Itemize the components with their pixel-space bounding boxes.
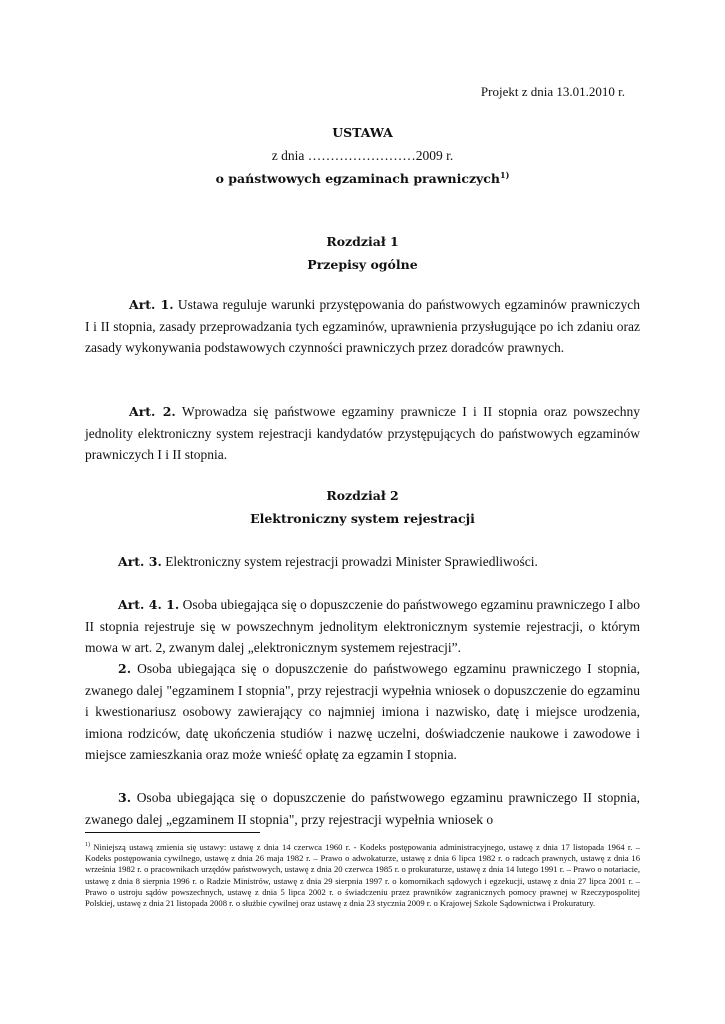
article-2-text: Wprowadza się państwowe egzaminy prawnicze I i II stopnia oraz powszechny jednolity elektroniczny system rejestracji kandydatów przystępujących do państwowych egzaminów prawniczych I i II stopnia. bbox=[85, 404, 640, 462]
act-subject bbox=[85, 170, 640, 186]
article-4-paragraph-1 bbox=[85, 594, 640, 659]
article-1 bbox=[85, 294, 640, 359]
footnote-separator bbox=[85, 832, 260, 833]
article-4-paragraph-2-label: 2. bbox=[118, 661, 132, 676]
chapter-2-name: Elektroniczny system rejestracji bbox=[250, 511, 475, 526]
article-2-label: Art. 2. bbox=[129, 404, 176, 419]
chapter-2-number: Rozdział 2 bbox=[326, 488, 399, 503]
article-1-label: Art. 1. bbox=[129, 297, 174, 312]
act-title: USTAWA bbox=[332, 125, 393, 140]
article-3-text: Elektroniczny system rejestracji prowadzi Minister Sprawiedliwości. bbox=[165, 554, 538, 569]
article-3-label: Art. 3. bbox=[118, 554, 162, 569]
act-date-line: z dnia ……………………2009 r. bbox=[271, 148, 454, 163]
article-4-paragraph-2-text: Osoba ubiegająca się o dopuszczenie do państwowego egzaminu prawniczego I stopnia, zwanego dalej "egzaminem I stopnia", przy rejestracji wypełnia wniosek o dopuszczenie do egzaminu i kwestionariusz osobowy zawierający co najmniej imiona i nazwisko, datę i miejsce urodzenia, imiona rodziców, datę ukończenia studiów i nazwę uczelni, doświadczenie naukowe i zawodowe i miejsce zamieszkania oraz może wnieść opłatę za egzamin I stopnia. bbox=[85, 661, 641, 762]
article-4-paragraph-3 bbox=[85, 787, 640, 830]
article-4-label: Art. 4. 1. bbox=[118, 597, 180, 612]
footnote-reference: 1) bbox=[500, 170, 510, 180]
footnote-mark: 1) bbox=[85, 842, 90, 848]
article-4-paragraph-2 bbox=[85, 658, 640, 766]
article-4-paragraph-3-label: 3. bbox=[118, 790, 132, 805]
footnote bbox=[85, 840, 640, 910]
article-4-paragraph-1-text: Osoba ubiegająca się o dopuszczenie do państwowego egzaminu prawniczego I albo II stopnia rejestruje się w powszechnym jednolitym elektronicznym systemie rejestracji, o którym mowa w art. 2, zwanym dalej „elektronicznym systemem rejestracji”. bbox=[85, 597, 641, 655]
chapter-1-name: Przepisy ogólne bbox=[307, 257, 418, 272]
project-date: Projekt z dnia 13.01.2010 r. bbox=[480, 84, 625, 99]
article-4-paragraph-3-text: Osoba ubiegająca się o dopuszczenie do państwowego egzaminu prawniczego II stopnia, zwanego dalej „egzaminem II stopnia", przy rejestracji wypełnia wniosek o bbox=[85, 790, 641, 827]
act-subject-text: o państwowych egzaminach prawniczych bbox=[215, 171, 501, 187]
article-2 bbox=[85, 401, 640, 466]
article-3 bbox=[85, 551, 640, 573]
chapter-1-number: Rozdział 1 bbox=[326, 234, 399, 249]
footnote-text: Niniejszą ustawą zmienia się ustawy: ustawę z dnia 14 czerwca 1960 r. - Kodeks postępowania administracyjnego, ustawę z dnia 17 listopada 1964 r. – Kodeks postępowania cywilnego, ustawę z dnia 26 maja 1982 r. – Prawo o adwokaturze, ustawę z dnia 6 lipca 1982 r. o radcach prawnych, ustawę z dnia 16 września 1982 r. o pracownikach urzędów państwowych, ustawę z dnia 20 czerwca 1985 r. o prokuraturze, ustawę z dnia 14 lutego 1991 r. – Prawo o notariacie, ustawę z dnia 8 sierpnia 1996 r. o Radzie Ministrów, ustawę z dnia 29 sierpnia 1997 r. o komornikach sądowych i egzekucji, ustawę z dnia 27 lipca 2001 r. – Prawo o ustroju sądów powszechnych, ustawę z dnia 5 lipca 2002 r. o świadczeniu przez prawników zagranicznych pomocy prawnej w Rzeczypospolitej Polskiej, ustawę z dnia 21 listopada 2008 r. o służbie cywilnej oraz ustawę z dnia 23 stycznia 2009 r. o Krajowej Szkole Sądownictwa i Prokuratury. bbox=[85, 841, 640, 909]
article-1-text: Ustawa reguluje warunki przystępowania do państwowych egzaminów prawniczych I i II stopnia, zasady przeprowadzania tych egzaminów, uprawnienia przysługujące po ich zdaniu oraz zasady wykonywania podstawowych czynności prawniczych przez doradców prawnych. bbox=[85, 297, 640, 355]
